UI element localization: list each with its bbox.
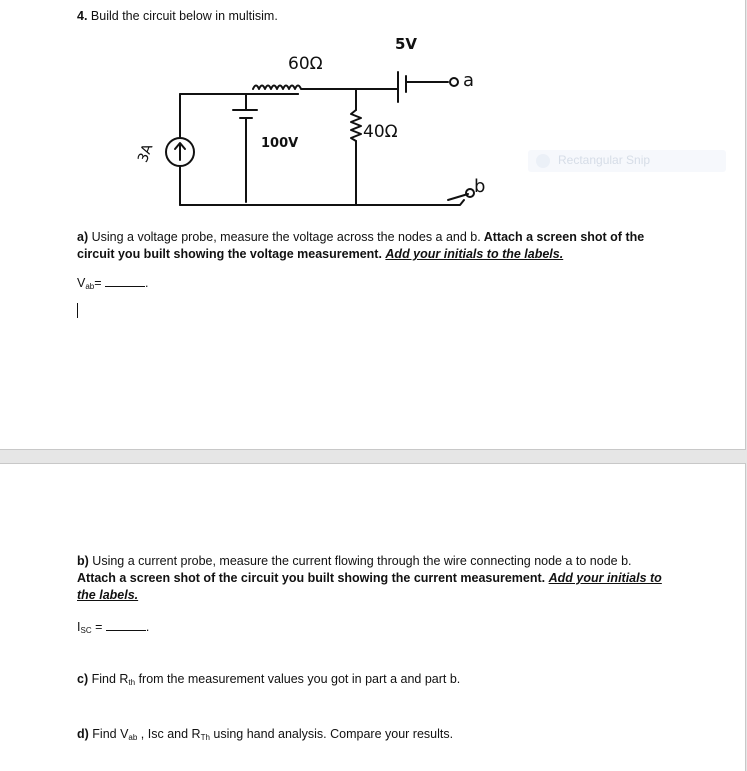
resistor-60-coil [253, 86, 320, 90]
vab-var: V [77, 276, 86, 290]
part-a-label: a) [77, 230, 89, 244]
part-d-text3: using hand analysis. Compare your results. [209, 727, 454, 741]
label-5v: 5V [395, 35, 418, 53]
terminal-b [466, 189, 474, 197]
vab-blank[interactable] [105, 276, 145, 287]
vab-eq: = [94, 276, 102, 290]
isc-eq: = [91, 620, 103, 634]
current-source-arrow [175, 143, 185, 160]
isc-var: I [77, 620, 81, 634]
vab-answer-line [77, 275, 149, 295]
part-d-sub1: ab [128, 733, 138, 742]
part-c-text2: from the measurement values you got in part a and part b. [135, 672, 461, 686]
part-a-text: Using a voltage probe, measure the voltage across the nodes a and b. [88, 230, 481, 244]
part-c-text1: Find R [88, 672, 129, 686]
question-title: Build the circuit below in multisim. [90, 9, 278, 23]
label-40-ohm: 40Ω [363, 122, 398, 142]
part-c-paragraph [77, 671, 460, 691]
part-a-underline: Add your initials to the labels. [385, 247, 564, 261]
part-c-sub: th [128, 678, 136, 687]
label-3a: 3A [135, 141, 157, 165]
part-a-paragraph [77, 229, 657, 263]
rectangular-snip-ghost [528, 150, 726, 172]
resistor-40-zigzag [351, 110, 361, 141]
label-node-a: a [463, 70, 475, 91]
snip-label: Rectangular Snip [558, 153, 651, 167]
document-page-2 [0, 463, 746, 771]
part-d-paragraph [77, 726, 453, 746]
wire-to-b [448, 194, 468, 200]
terminal-a [450, 78, 458, 86]
isc-sub: SC [80, 626, 92, 635]
part-b-text: Using a current probe, measure the current flowing through the wire connecting node a to node b. [88, 554, 632, 568]
vab-sub: ab [85, 282, 95, 291]
snip-icon [536, 154, 550, 168]
part-b-underline: Add your initials to the labels. [77, 571, 662, 602]
isc-blank[interactable] [106, 620, 146, 631]
label-100v: 100V [261, 136, 299, 151]
label-node-b: b [474, 176, 486, 197]
part-b-paragraph [77, 553, 677, 604]
part-d-label: d) [77, 727, 89, 741]
part-d-sub2: Th [200, 733, 210, 742]
part-a-bold: Attach a screen shot of the circuit you built showing the voltage measurement. [77, 230, 645, 261]
part-b-bold: Attach a screen shot of the circuit you built showing the current measurement. [77, 571, 546, 585]
part-d-text2: , Isc and R [137, 727, 201, 741]
question-heading [77, 8, 278, 25]
text-cursor[interactable] [77, 303, 78, 318]
wire-bottom [180, 200, 464, 205]
isc-end: . [145, 620, 150, 634]
label-60-ohm: 60Ω [288, 54, 323, 74]
isc-answer-line [77, 619, 149, 639]
part-b-label: b) [77, 554, 89, 568]
part-c-label: c) [77, 672, 89, 686]
vab-end: . [145, 276, 149, 290]
part-d-text1: Find V [88, 727, 129, 741]
question-number: 4. [77, 9, 88, 23]
